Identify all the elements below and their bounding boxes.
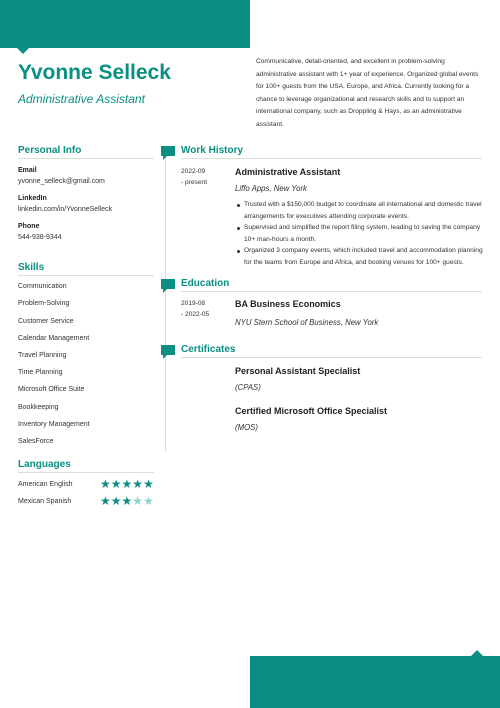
- skill-item: Customer Service: [18, 318, 74, 325]
- candidate-name: Yvonne Selleck: [18, 61, 171, 84]
- star-filled-icon: ★: [100, 477, 111, 491]
- phone-label: Phone: [18, 223, 40, 230]
- language-rating-stars: [100, 478, 154, 490]
- job-date-start: 2022-09: [181, 168, 206, 175]
- flag-icon: [161, 279, 175, 289]
- star-filled-icon: ★: [121, 494, 133, 508]
- education-school: NYU Stern School of Business, New York: [235, 318, 379, 327]
- skill-item: Bookkeeping: [18, 404, 59, 411]
- skills-rule: [18, 275, 154, 276]
- skill-item: Microsoft Office Suite: [18, 386, 85, 393]
- language-name: American English: [18, 481, 73, 488]
- star-filled-icon: ★: [121, 477, 133, 491]
- star-filled-icon: ★: [100, 494, 111, 508]
- job-position: Administrative Assistant: [235, 167, 341, 177]
- skill-item: Time Planning: [18, 369, 63, 376]
- language-name: Mexican Spanish: [18, 498, 72, 505]
- work-history-heading: Work History: [181, 145, 244, 156]
- education-date-start: 2019-08: [181, 300, 206, 307]
- star-empty-icon: ★: [132, 494, 144, 508]
- education-rule: [181, 291, 482, 292]
- email-label: Email: [18, 167, 37, 174]
- email-value[interactable]: yvonne_selleck@gmail.com: [18, 178, 105, 185]
- certificate-name: Certified Microsoft Office Specialist: [235, 406, 388, 416]
- job-company: Liffo Apps, New York: [235, 184, 307, 193]
- timeline-divider: [165, 152, 166, 452]
- work-history-rule: [181, 158, 482, 159]
- linkedin-label: LinkedIn: [18, 195, 47, 202]
- star-filled-icon: ★: [110, 494, 122, 508]
- skills-heading: Skills: [18, 262, 45, 273]
- personal-info-heading: Personal Info: [18, 145, 82, 156]
- certificates-rule: [181, 357, 482, 358]
- job-date-end: - present: [181, 179, 208, 186]
- flag-icon: [161, 146, 175, 156]
- certificate-name: Personal Assistant Specialist: [235, 366, 361, 376]
- languages-rule: [18, 472, 154, 473]
- header-accent-band: [0, 0, 250, 48]
- job-achievement: Organized 3 company events, which included travel and accommodation planning for the teams from Europe and Africa, and booking venues for 100+ guests.: [235, 245, 485, 268]
- linkedin-value[interactable]: linkedin.com/in/YvonneSelleck: [18, 206, 113, 213]
- star-filled-icon: ★: [110, 477, 122, 491]
- flag-icon: [161, 345, 175, 355]
- certificate-abbr: (MOS): [235, 423, 258, 432]
- language-rating-stars: [100, 495, 154, 507]
- star-filled-icon: ★: [132, 477, 144, 491]
- certificates-heading: Certificates: [181, 344, 236, 355]
- footer-accent-band: [250, 656, 500, 708]
- education-degree: BA Business Economics: [235, 299, 341, 309]
- skill-item: Inventory Management: [18, 421, 90, 428]
- profile-summary: Communicative, detail-oriented, and excellent in problem-solving administrative assistant with 1+ year of experience. Organized global events for 100+ guests from the USA, Europe, and Africa. Currently looking for a chance to leverage organizational and research skills and to support an international company, such as Droppling & Hays, as an administrative assistant.: [256, 58, 479, 128]
- education-date-end: - 2022-05: [181, 311, 210, 318]
- personal-info-rule: [18, 158, 154, 159]
- skill-item: SalesForce: [18, 438, 54, 445]
- header-accent-notch: [17, 48, 29, 54]
- languages-heading: Languages: [18, 459, 71, 470]
- candidate-title: Administrative Assistant: [18, 92, 145, 106]
- job-achievements: [235, 199, 485, 268]
- job-achievement: Trusted with a $150,000 budget to coordinate all international and domestic travel arrangements for executives attending corporate events.: [235, 199, 485, 222]
- skill-item: Communication: [18, 283, 67, 290]
- certificate-abbr: (CPAS): [235, 383, 261, 392]
- skill-item: Travel Planning: [18, 352, 67, 359]
- star-filled-icon: ★: [143, 477, 154, 491]
- star-empty-icon: ★: [143, 494, 154, 508]
- footer-accent-notch: [471, 650, 483, 656]
- job-achievement: Supervised and simplified the report filing system, leading to saving the company 10+ man-hours a month.: [235, 222, 485, 245]
- skill-item: Calendar Management: [18, 335, 90, 342]
- phone-value: 544-938-9344: [18, 234, 62, 241]
- skill-item: Problem-Solving: [18, 300, 70, 307]
- education-heading: Education: [181, 278, 230, 289]
